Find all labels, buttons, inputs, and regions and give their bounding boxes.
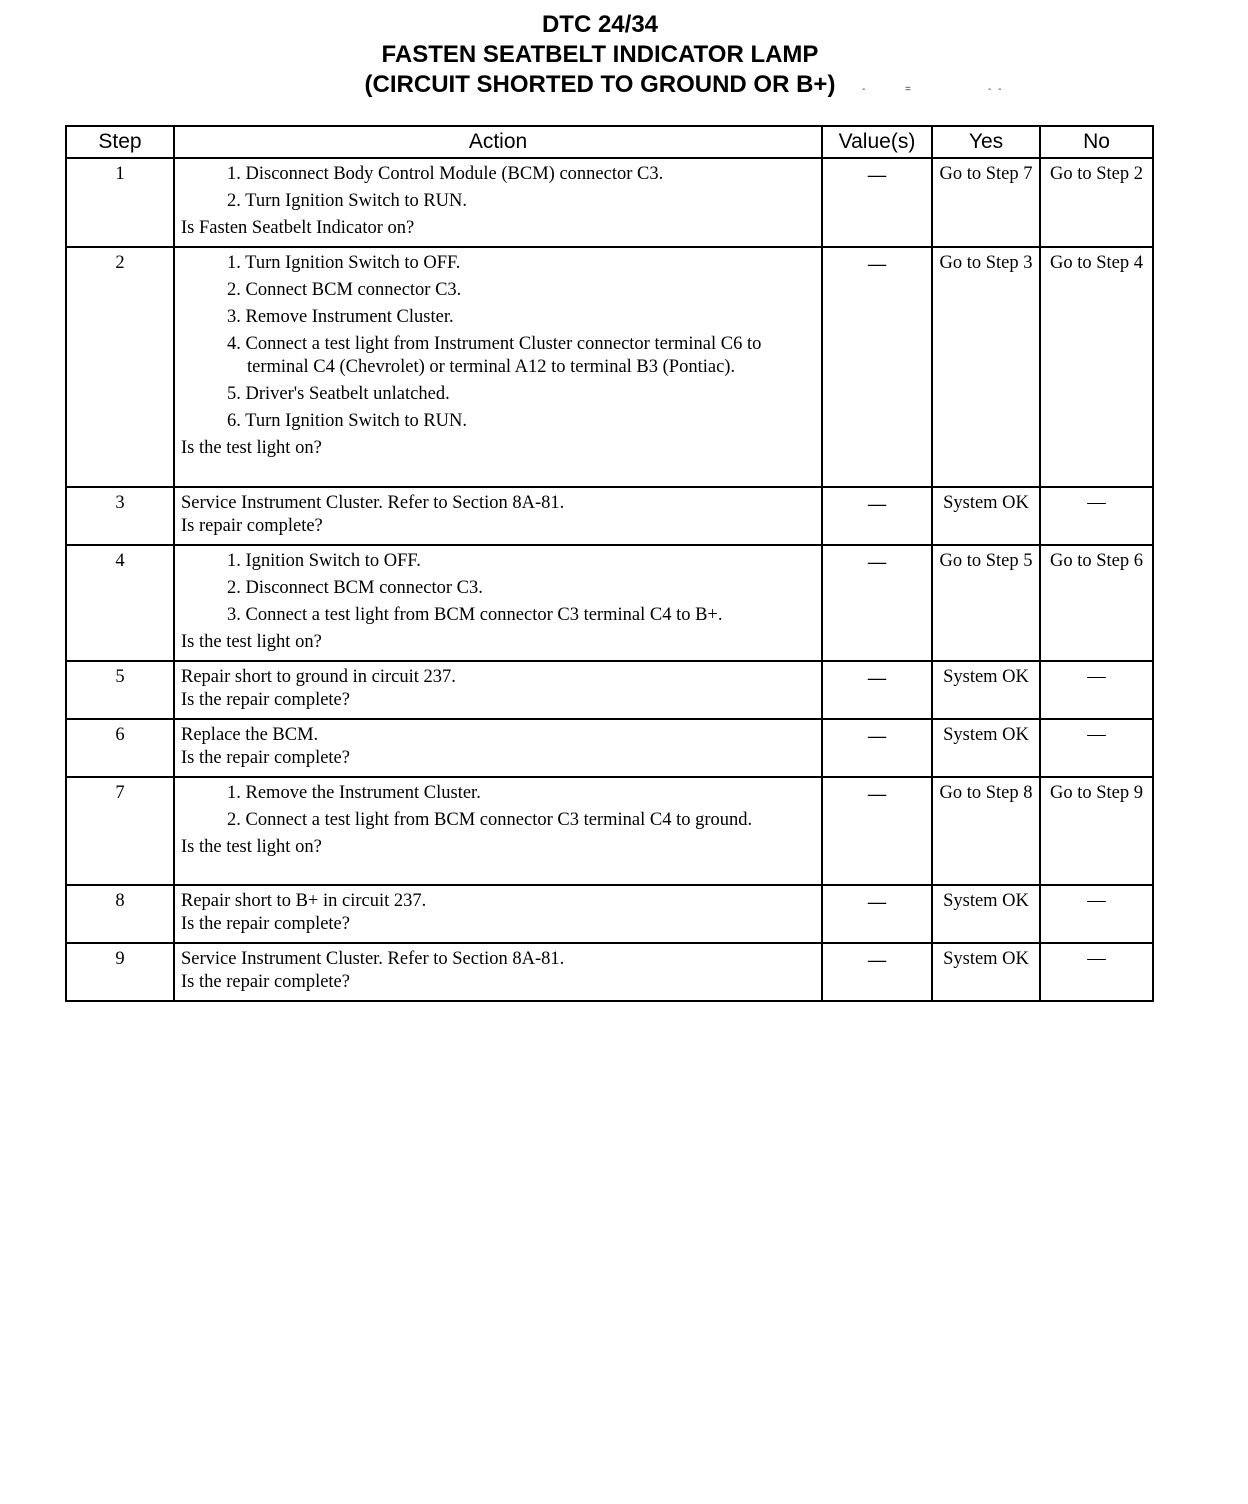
yes-result: Go to Step 5 — [932, 545, 1040, 661]
action-question: Is the test light on? — [181, 632, 322, 652]
action-cell — [174, 661, 822, 719]
action-instruction: Service Instrument Cluster. Refer to Section 8A-81. — [181, 949, 565, 969]
column-header-yes: Yes — [932, 126, 1040, 158]
no-result: — — [1040, 943, 1153, 1001]
action-question: Is the test light on? — [181, 837, 322, 857]
document-title — [0, 10, 1200, 100]
table-row — [66, 943, 1153, 1001]
step-number: 6 — [66, 719, 174, 777]
action-step-item: 4. Connect a test light from Instrument Cluster connector terminal C6 to terminal C4 (Chevrolet) or terminal A12 to terminal B3 (Pontiac). — [227, 334, 762, 377]
action-step-item: 6. Turn Ignition Switch to RUN. — [227, 411, 468, 431]
no-result: — — [1040, 487, 1153, 545]
title-line-component: FASTEN SEATBELT INDICATOR LAMP — [381, 41, 819, 68]
action-cell — [174, 719, 822, 777]
action-step-item: 1. Disconnect Body Control Module (BCM) connector C3. — [227, 164, 664, 184]
action-question: Is repair complete? — [181, 516, 323, 536]
column-header-values: Value(s) — [822, 126, 932, 158]
action-question: Is the repair complete? — [181, 972, 350, 992]
column-header-step: Step — [66, 126, 174, 158]
action-question: Is the repair complete? — [181, 748, 350, 768]
action-question: Is the repair complete? — [181, 914, 350, 934]
value-cell: — — [822, 719, 932, 777]
value-cell: — — [822, 777, 932, 885]
action-step-item: 2. Turn Ignition Switch to RUN. — [227, 191, 468, 211]
scan-artifact: = — [905, 84, 913, 95]
no-result: Go to Step 2 — [1040, 158, 1153, 247]
table-row — [66, 885, 1153, 943]
table-header-row — [66, 126, 1153, 158]
yes-result: Go to Step 8 — [932, 777, 1040, 885]
action-step-item: 3. Remove Instrument Cluster. — [227, 307, 454, 327]
yes-result: System OK — [932, 943, 1040, 1001]
step-number: 3 — [66, 487, 174, 545]
yes-result: System OK — [932, 719, 1040, 777]
table-row — [66, 661, 1153, 719]
title-line-dtc-code: DTC 24/34 — [541, 11, 659, 38]
action-step-item: 1. Ignition Switch to OFF. — [227, 551, 421, 571]
action-step-item: 1. Turn Ignition Switch to OFF. — [227, 253, 461, 273]
action-cell — [174, 545, 822, 661]
table-row — [66, 545, 1153, 661]
action-instruction: Repair short to B+ in circuit 237. — [181, 891, 427, 911]
value-cell: — — [822, 885, 932, 943]
step-number: 5 — [66, 661, 174, 719]
action-cell — [174, 943, 822, 1001]
step-number: 2 — [66, 247, 174, 487]
no-result: — — [1040, 661, 1153, 719]
step-number: 4 — [66, 545, 174, 661]
action-step-item: 2. Connect BCM connector C3. — [227, 280, 462, 300]
yes-result: System OK — [932, 487, 1040, 545]
value-cell: — — [822, 661, 932, 719]
table-body — [66, 158, 1153, 1001]
table-row — [66, 719, 1153, 777]
table-row — [66, 487, 1153, 545]
scan-artifact: - — [862, 84, 868, 95]
action-step-item: 2. Disconnect BCM connector C3. — [227, 578, 483, 598]
yes-result: Go to Step 7 — [932, 158, 1040, 247]
action-step-item: 1. Remove the Instrument Cluster. — [227, 783, 481, 803]
action-step-item: 2. Connect a test light from BCM connector C3 terminal C4 to ground. — [227, 810, 753, 830]
table-row — [66, 247, 1153, 487]
no-result: Go to Step 6 — [1040, 545, 1153, 661]
value-cell: — — [822, 247, 932, 487]
step-number: 9 — [66, 943, 174, 1001]
yes-result: System OK — [932, 885, 1040, 943]
action-step-item: 3. Connect a test light from BCM connector C3 terminal C4 to B+. — [227, 605, 723, 625]
value-cell: — — [822, 545, 932, 661]
column-header-no: No — [1040, 126, 1153, 158]
action-question: Is the test light on? — [181, 438, 322, 458]
action-cell — [174, 777, 822, 885]
yes-result: Go to Step 3 — [932, 247, 1040, 487]
diagnostic-table — [65, 125, 1154, 1002]
title-line-condition: (CIRCUIT SHORTED TO GROUND OR B+) — [364, 71, 836, 98]
action-question: Is Fasten Seatbelt Indicator on? — [181, 218, 415, 238]
action-instruction: Service Instrument Cluster. Refer to Section 8A-81. — [181, 493, 565, 513]
scan-artifact: - - — [988, 84, 1004, 95]
action-cell — [174, 487, 822, 545]
action-question: Is the repair complete? — [181, 690, 350, 710]
table-row — [66, 777, 1153, 885]
step-number: 7 — [66, 777, 174, 885]
yes-result: System OK — [932, 661, 1040, 719]
action-cell — [174, 247, 822, 487]
action-cell — [174, 885, 822, 943]
value-cell: — — [822, 487, 932, 545]
value-cell: — — [822, 158, 932, 247]
no-result: Go to Step 9 — [1040, 777, 1153, 885]
action-cell — [174, 158, 822, 247]
action-instruction: Replace the BCM. — [181, 725, 319, 745]
no-result: — — [1040, 885, 1153, 943]
action-instruction: Repair short to ground in circuit 237. — [181, 667, 456, 687]
no-result: Go to Step 4 — [1040, 247, 1153, 487]
step-number: 8 — [66, 885, 174, 943]
step-number: 1 — [66, 158, 174, 247]
value-cell: — — [822, 943, 932, 1001]
table-row — [66, 158, 1153, 247]
action-step-item: 5. Driver's Seatbelt unlatched. — [227, 384, 450, 404]
no-result: — — [1040, 719, 1153, 777]
column-header-action: Action — [174, 126, 822, 158]
